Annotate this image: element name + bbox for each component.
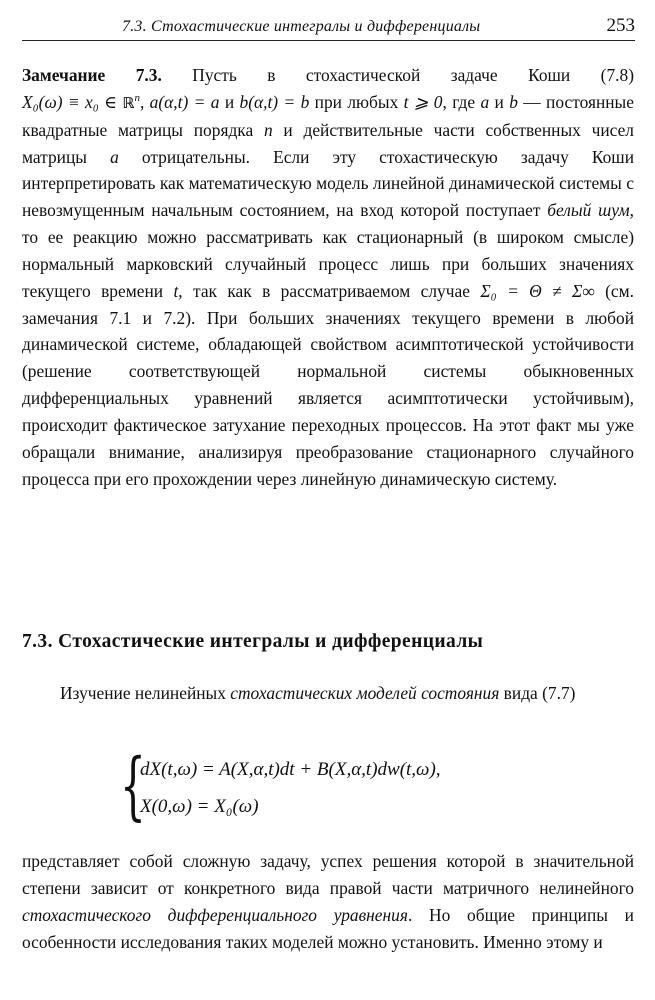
- math-b-def: b(α,t) = b: [239, 91, 310, 112]
- intro-text-2: вида (7.7): [499, 683, 576, 703]
- remark-text-11: (см. замечания 7.1 и 7.2). При больших значениях текущего времени в любой динамической системе, обладающей свойством асимптотической устойчивости (решение соответствующей нормальной системы обыкновенных дифференциальных уравнений является асимптотически устойчивым), происходит фактическое затухание переходных процессов. На этот факт мы уже обращали внимание, анализируя преобразование стационарного случайного процесса при его прохождении через линейную динамическую систему.: [22, 280, 635, 489]
- math-t: t: [173, 280, 179, 301]
- remark-text-5: и: [489, 91, 510, 112]
- page-number: 253: [606, 15, 635, 36]
- math-t-cond: t ⩾ 0: [403, 91, 443, 112]
- math-n: n: [263, 119, 273, 140]
- closing-paragraph: [22, 848, 634, 955]
- emph-sde: стохастического дифференциального уравнения: [22, 904, 408, 925]
- equation-line-1: dX(t,ω) = A(X,α,t)dt + B(X,α,t)dw(t,ω),: [140, 759, 441, 780]
- remark-lead: Замечание 7.3.: [22, 65, 162, 85]
- remark-text-2: и: [219, 91, 240, 112]
- math-a-def: , a(α,t) = a: [139, 91, 220, 112]
- equation-line-2: X(0,ω) = X₀(ω): [140, 796, 259, 817]
- remark-text-8: отрицательны. Если эту стохастическую задачу Коши интерпретировать как математическую модель линейной динамической системы с невозмущенным начальным состоянием, на вход которой поступает: [22, 146, 634, 221]
- left-brace: {: [120, 743, 146, 829]
- remark-text-1: Пусть в стохастической задаче Коши (7.8): [161, 65, 634, 85]
- closing-text-2: . Но общие принципы и особенности исследования таких моделей можно установить. Именно этому и: [22, 904, 634, 952]
- remark-text-6: — постоянные квадратные матрицы порядка: [22, 91, 634, 140]
- remark-text-7: и действительные части собственных чисел матрицы: [22, 119, 634, 167]
- remark-paragraph: [22, 62, 634, 493]
- remark-text-10: , так как в рассматриваемом случае: [178, 280, 481, 301]
- remark-text-3: при любых: [309, 91, 404, 112]
- math-b: b: [509, 91, 518, 112]
- section-heading: 7.3. Стохастические интегралы и дифференциалы: [22, 631, 484, 652]
- math-reals: ℝ: [122, 93, 135, 112]
- math-x0: X₀(ω) ≡ x₀ ∈: [22, 91, 123, 112]
- math-sigma: Σ₀ = Θ ≠ Σ∞: [480, 280, 595, 301]
- closing-text-1: представляет собой сложную задачу, успех решения которой в значительной степени зависит от конкретного вида правой части матричного нелинейного: [22, 851, 634, 898]
- running-title: 7.3. Стохастические интегралы и дифференциалы: [122, 18, 481, 35]
- emph-state-models: стохастических моделей состояния: [230, 683, 500, 703]
- intro-paragraph: [22, 680, 634, 707]
- running-head: [22, 14, 635, 41]
- remark-text-9: , то ее реакцию можно рассматривать как стационарный (в широком смысле) нормальный марковский случайный процесс лишь при больших значениях текущего времени: [22, 200, 634, 301]
- math-initial-condition: [22, 92, 140, 112]
- equation-system: [120, 743, 590, 832]
- math-n-sup: n: [134, 92, 140, 105]
- emph-white-noise: белый шум: [547, 200, 630, 221]
- math-a: a: [480, 91, 490, 112]
- remark-text-4: , где: [442, 91, 481, 112]
- intro-text-1: Изучение нелинейных: [60, 683, 231, 703]
- math-a-2: a: [110, 146, 119, 167]
